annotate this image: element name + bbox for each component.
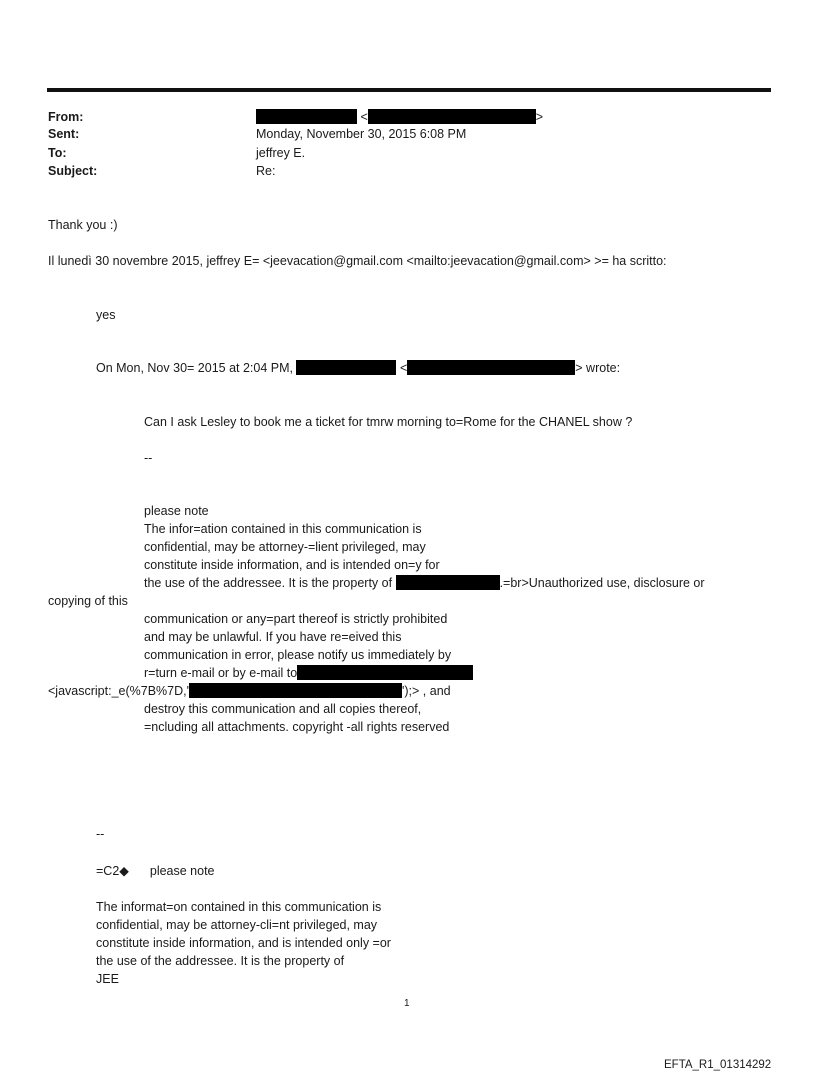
disclaimer1-line-4: constitute inside information, and is intended on=y for <box>144 558 440 572</box>
c2-glyph: ◆ <box>119 864 129 878</box>
on-mon-lt: < <box>399 361 408 375</box>
disclaimer1-line-9: communication in error, please notify us immediately by <box>144 648 452 662</box>
disclaimer1-line-6: copying of this <box>48 594 128 608</box>
disclaimer2-line-4: the use of the addressee. It is the property of <box>96 954 345 968</box>
subject-label: Subject: <box>48 164 98 178</box>
redaction-sender-name <box>296 360 396 375</box>
on-mon-suffix: > wrote: <box>575 361 621 375</box>
redaction-email-to <box>297 665 473 680</box>
subject-value: Re: <box>256 164 276 178</box>
thanks-line: Thank you :) <box>48 218 118 232</box>
disclaimer1-line-2: The infor=ation contained in this communication is <box>144 522 422 536</box>
disclaimer1-line-3: confidential, may be attorney-=lient privileged, may <box>144 540 426 554</box>
disclaimer1-line-12: destroy this communication and all copies thereof, <box>144 702 422 716</box>
redaction-from-email <box>368 109 536 124</box>
disclaimer1-line-7: communication or any=part thereof is strictly prohibited <box>144 612 448 626</box>
disclaimer2-line-3: constitute inside information, and is intended only =or <box>96 936 391 950</box>
disclaimer1-line-11 <box>48 683 451 699</box>
disclaimer1-line-11a: <javascript:_e(%7B%7D,' <box>48 684 189 698</box>
question-line: Can I ask Lesley to book me a ticket for tmrw morning to=Rome for the CHANEL show ? <box>144 415 633 429</box>
sent-label: Sent: <box>48 127 80 141</box>
disclaimer1-line-5b: .=br>Unauthorized use, disclosure or <box>499 576 705 590</box>
yes-line: yes <box>96 308 116 322</box>
on-mon-prefix: On Mon, Nov 30= 2015 at 2:04 PM, <box>96 361 293 375</box>
disclaimer1-line-10-text: r=turn e-mail or by e-mail to <box>144 666 298 680</box>
document-id: EFTA_R1_01314292 <box>664 1059 772 1071</box>
redaction-property-of <box>396 575 500 590</box>
c2-code: =C2 <box>96 864 120 878</box>
c2-note: please note <box>149 864 215 878</box>
disclaimer1-line-5 <box>144 575 705 591</box>
from-lt: < <box>360 110 368 124</box>
to-value: jeffrey E. <box>256 146 306 160</box>
disclaimer2-line-1: The informat=on contained in this communication is <box>96 900 382 914</box>
from-label: From: <box>48 110 84 124</box>
c2-line <box>96 863 215 879</box>
redaction-sender-email <box>407 360 575 375</box>
disclaimer1-line-13: =ncluding all attachments. copyright -all rights reserved <box>144 720 450 734</box>
on-mon-line <box>96 360 620 376</box>
disclaimer2-line-5: JEE <box>96 972 119 986</box>
redaction-from-name <box>256 109 357 124</box>
dashes-2: -- <box>96 827 105 841</box>
redaction-javascript-email <box>189 683 402 698</box>
sent-value: Monday, November 30, 2015 6:08 PM <box>256 127 467 141</box>
disclaimer2-line-2: confidential, may be attorney-cli=nt privileged, may <box>96 918 378 932</box>
header-rule <box>47 88 771 92</box>
disclaimer1-line-1: please note <box>144 504 209 518</box>
dashes-1: -- <box>144 451 153 465</box>
from-gt: > <box>535 110 544 124</box>
disclaimer1-line-10 <box>144 665 473 681</box>
from-value <box>256 109 543 125</box>
disclaimer1-line-8: and may be unlawful. If you have re=eived this <box>144 630 402 644</box>
disclaimer1-line-5-text: the use of the addressee. It is the property of <box>144 576 393 590</box>
disclaimer1-line-11b: ');> , and <box>402 684 451 698</box>
to-label: To: <box>48 146 67 160</box>
quote-intro: Il lunedì 30 novembre 2015, jeffrey E= <jeevacation@gmail.com <mailto:jeevacation@gmail.com> >= ha scritto: <box>48 254 667 268</box>
page-number: 1 <box>404 998 410 1009</box>
